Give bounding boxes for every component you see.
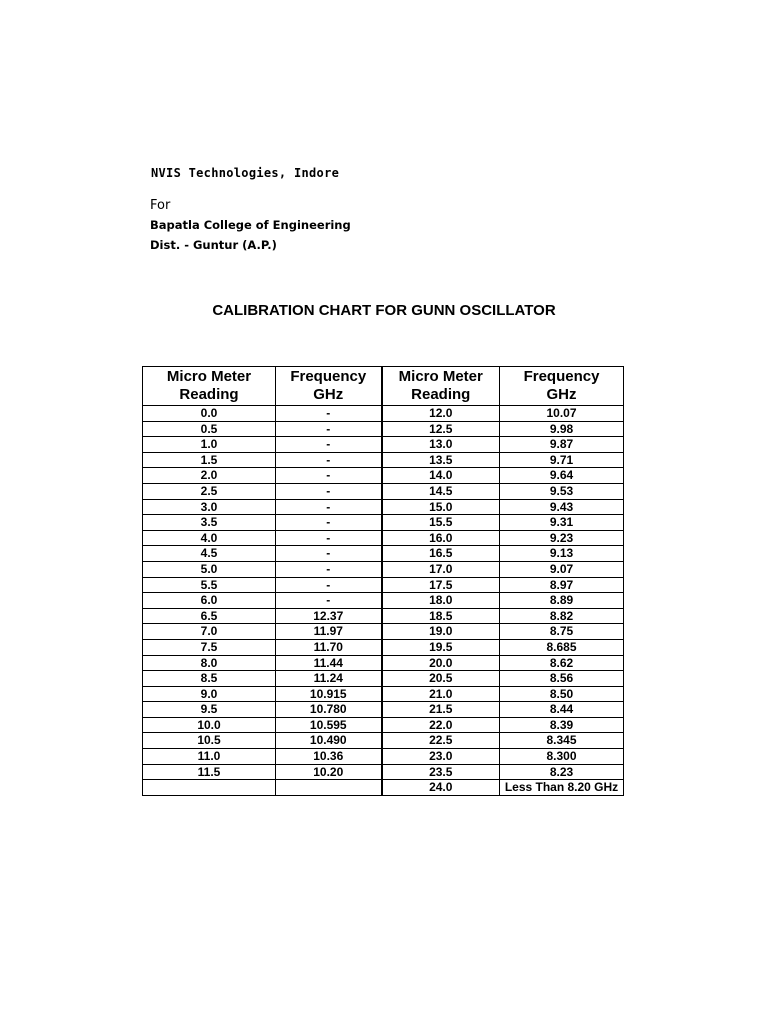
chart-title: CALIBRATION CHART FOR GUNN OSCILLATOR bbox=[212, 302, 556, 319]
table-header-row bbox=[143, 367, 624, 406]
frequency-cell: - bbox=[276, 561, 382, 577]
micrometer-reading-cell: 19.5 bbox=[382, 639, 500, 655]
calibration-table bbox=[142, 366, 624, 796]
table-row bbox=[143, 437, 624, 453]
company-name: NVIS Technologies, Indore bbox=[151, 166, 340, 180]
table-row bbox=[143, 406, 624, 422]
frequency-cell: 9.23 bbox=[500, 530, 624, 546]
table-row bbox=[143, 577, 624, 593]
frequency-cell: 9.64 bbox=[500, 468, 624, 484]
micrometer-reading-cell: 7.0 bbox=[143, 624, 276, 640]
frequency-cell: 9.53 bbox=[500, 483, 624, 499]
table-row bbox=[143, 483, 624, 499]
micrometer-reading-cell: 22.5 bbox=[382, 733, 500, 749]
micrometer-reading-cell: 15.5 bbox=[382, 515, 500, 531]
micrometer-reading-cell: 11.5 bbox=[143, 764, 276, 780]
frequency-cell: 8.82 bbox=[500, 608, 624, 624]
micrometer-reading-cell: 14.5 bbox=[382, 483, 500, 499]
table-row bbox=[143, 780, 624, 796]
micrometer-reading-cell: 6.5 bbox=[143, 608, 276, 624]
micrometer-reading-cell: 11.0 bbox=[143, 749, 276, 765]
frequency-cell: 9.07 bbox=[500, 561, 624, 577]
micrometer-reading-cell: 14.0 bbox=[382, 468, 500, 484]
frequency-cell: 8.685 bbox=[500, 639, 624, 655]
frequency-cell: 9.71 bbox=[500, 452, 624, 468]
column-header-micrometer-2: Micro Meter Reading bbox=[382, 367, 500, 406]
frequency-cell: 11.97 bbox=[276, 624, 382, 640]
table-body bbox=[143, 406, 624, 796]
client-name: Bapatla College of Engineering bbox=[150, 218, 351, 232]
frequency-cell: 8.62 bbox=[500, 655, 624, 671]
micrometer-reading-cell bbox=[143, 780, 276, 796]
micrometer-reading-cell: 22.0 bbox=[382, 717, 500, 733]
micrometer-reading-cell: 7.5 bbox=[143, 639, 276, 655]
micrometer-reading-cell: 12.5 bbox=[382, 421, 500, 437]
micrometer-reading-cell: 0.0 bbox=[143, 406, 276, 422]
frequency-cell: 9.87 bbox=[500, 437, 624, 453]
table-row bbox=[143, 671, 624, 687]
micrometer-reading-cell: 20.5 bbox=[382, 671, 500, 687]
micrometer-reading-cell: 4.5 bbox=[143, 546, 276, 562]
frequency-cell: 10.915 bbox=[276, 686, 382, 702]
table-row bbox=[143, 608, 624, 624]
frequency-cell: - bbox=[276, 468, 382, 484]
frequency-cell: 8.44 bbox=[500, 702, 624, 718]
frequency-cell: 9.13 bbox=[500, 546, 624, 562]
frequency-cell: - bbox=[276, 530, 382, 546]
micrometer-reading-cell: 0.5 bbox=[143, 421, 276, 437]
table-row bbox=[143, 733, 624, 749]
table-row bbox=[143, 421, 624, 437]
frequency-cell: 10.780 bbox=[276, 702, 382, 718]
table-row bbox=[143, 499, 624, 515]
frequency-cell: 8.75 bbox=[500, 624, 624, 640]
table-row bbox=[143, 515, 624, 531]
micrometer-reading-cell: 1.5 bbox=[143, 452, 276, 468]
table-row bbox=[143, 749, 624, 765]
table-row bbox=[143, 717, 624, 733]
micrometer-reading-cell: 5.5 bbox=[143, 577, 276, 593]
table-row bbox=[143, 624, 624, 640]
frequency-cell: 9.98 bbox=[500, 421, 624, 437]
frequency-cell: - bbox=[276, 499, 382, 515]
table-row bbox=[143, 655, 624, 671]
frequency-cell: 10.36 bbox=[276, 749, 382, 765]
table-row bbox=[143, 764, 624, 780]
micrometer-reading-cell: 13.0 bbox=[382, 437, 500, 453]
frequency-cell: 12.37 bbox=[276, 608, 382, 624]
frequency-cell: 8.89 bbox=[500, 593, 624, 609]
micrometer-reading-cell: 16.5 bbox=[382, 546, 500, 562]
column-header-frequency-1: Frequency GHz bbox=[276, 367, 382, 406]
micrometer-reading-cell: 8.0 bbox=[143, 655, 276, 671]
frequency-cell: 10.490 bbox=[276, 733, 382, 749]
micrometer-reading-cell: 16.0 bbox=[382, 530, 500, 546]
micrometer-reading-cell: 23.0 bbox=[382, 749, 500, 765]
frequency-cell: 8.23 bbox=[500, 764, 624, 780]
table-row bbox=[143, 593, 624, 609]
client-district: Dist. - Guntur (A.P.) bbox=[150, 238, 277, 252]
column-header-frequency-2: Frequency GHz bbox=[500, 367, 624, 406]
frequency-cell: - bbox=[276, 593, 382, 609]
micrometer-reading-cell: 20.0 bbox=[382, 655, 500, 671]
frequency-cell: - bbox=[276, 406, 382, 422]
micrometer-reading-cell: 13.5 bbox=[382, 452, 500, 468]
micrometer-reading-cell: 8.5 bbox=[143, 671, 276, 687]
frequency-cell: 11.24 bbox=[276, 671, 382, 687]
frequency-cell: Less Than 8.20 GHz bbox=[500, 780, 624, 796]
frequency-cell: - bbox=[276, 546, 382, 562]
frequency-cell: 10.595 bbox=[276, 717, 382, 733]
micrometer-reading-cell: 18.0 bbox=[382, 593, 500, 609]
micrometer-reading-cell: 19.0 bbox=[382, 624, 500, 640]
for-label: For bbox=[150, 198, 171, 213]
frequency-cell bbox=[276, 780, 382, 796]
frequency-cell: 9.43 bbox=[500, 499, 624, 515]
frequency-cell: 8.345 bbox=[500, 733, 624, 749]
table-row bbox=[143, 452, 624, 468]
recipient-block bbox=[150, 198, 351, 258]
frequency-cell: 10.07 bbox=[500, 406, 624, 422]
frequency-cell: 11.70 bbox=[276, 639, 382, 655]
micrometer-reading-cell: 3.0 bbox=[143, 499, 276, 515]
table-row bbox=[143, 702, 624, 718]
micrometer-reading-cell: 21.0 bbox=[382, 686, 500, 702]
micrometer-reading-cell: 2.5 bbox=[143, 483, 276, 499]
frequency-cell: 8.97 bbox=[500, 577, 624, 593]
table-row bbox=[143, 546, 624, 562]
column-header-micrometer-1: Micro Meter Reading bbox=[143, 367, 276, 406]
frequency-cell: - bbox=[276, 452, 382, 468]
frequency-cell: - bbox=[276, 515, 382, 531]
micrometer-reading-cell: 15.0 bbox=[382, 499, 500, 515]
micrometer-reading-cell: 2.0 bbox=[143, 468, 276, 484]
frequency-cell: 11.44 bbox=[276, 655, 382, 671]
micrometer-reading-cell: 10.5 bbox=[143, 733, 276, 749]
table-row bbox=[143, 686, 624, 702]
micrometer-reading-cell: 18.5 bbox=[382, 608, 500, 624]
micrometer-reading-cell: 12.0 bbox=[382, 406, 500, 422]
frequency-cell: 9.31 bbox=[500, 515, 624, 531]
frequency-cell: 8.50 bbox=[500, 686, 624, 702]
micrometer-reading-cell: 23.5 bbox=[382, 764, 500, 780]
micrometer-reading-cell: 5.0 bbox=[143, 561, 276, 577]
frequency-cell: - bbox=[276, 437, 382, 453]
frequency-cell: - bbox=[276, 421, 382, 437]
frequency-cell: 10.20 bbox=[276, 764, 382, 780]
micrometer-reading-cell: 6.0 bbox=[143, 593, 276, 609]
micrometer-reading-cell: 17.5 bbox=[382, 577, 500, 593]
micrometer-reading-cell: 24.0 bbox=[382, 780, 500, 796]
micrometer-reading-cell: 17.0 bbox=[382, 561, 500, 577]
micrometer-reading-cell: 9.5 bbox=[143, 702, 276, 718]
table-row bbox=[143, 561, 624, 577]
frequency-cell: 8.56 bbox=[500, 671, 624, 687]
micrometer-reading-cell: 3.5 bbox=[143, 515, 276, 531]
table-row bbox=[143, 530, 624, 546]
micrometer-reading-cell: 10.0 bbox=[143, 717, 276, 733]
micrometer-reading-cell: 9.0 bbox=[143, 686, 276, 702]
micrometer-reading-cell: 21.5 bbox=[382, 702, 500, 718]
frequency-cell: - bbox=[276, 577, 382, 593]
frequency-cell: - bbox=[276, 483, 382, 499]
frequency-cell: 8.39 bbox=[500, 717, 624, 733]
table-row bbox=[143, 468, 624, 484]
table-row bbox=[143, 639, 624, 655]
micrometer-reading-cell: 1.0 bbox=[143, 437, 276, 453]
micrometer-reading-cell: 4.0 bbox=[143, 530, 276, 546]
frequency-cell: 8.300 bbox=[500, 749, 624, 765]
